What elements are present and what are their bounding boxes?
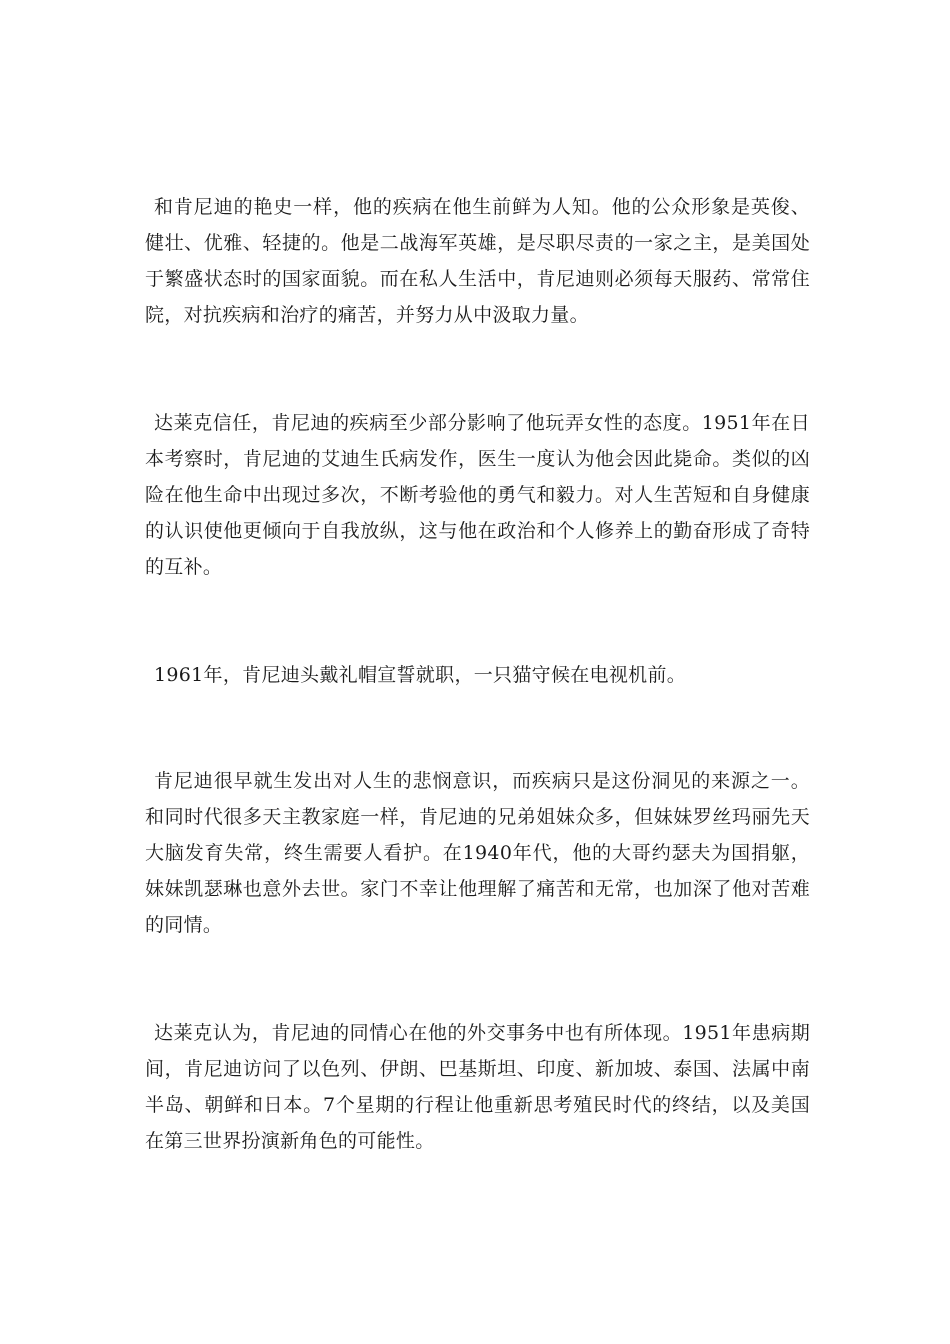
paragraph-4: 肯尼迪很早就生发出对人生的悲悯意识，而疾病只是这份洞见的来源之一。和同时代很多天主教家庭一样，肯尼迪的兄弟姐妹众多，但妹妹罗丝玛丽先天大脑发育失常，终生需要人看护。在1940年代，他的大哥约瑟夫为国捐躯，妹妹凯瑟琳也意外去世。家门不幸让他理解了痛苦和无常，也加深了他对苦难的同情。: [145, 770, 810, 936]
paragraph-2: 达莱克信任，肯尼迪的疾病至少部分影响了他玩弄女性的态度。1951年在日本考察时，肯尼迪的艾迪生氏病发作，医生一度认为他会因此毙命。类似的凶险在他生命中出现过多次，不断考验他的勇气和毅力。对人生苦短和自身健康的认识使他更倾向于自我放纵，这与他在政治和个人修养上的勤奋形成了奇特的互补。: [145, 412, 810, 578]
paragraph-1: 和肯尼迪的艳史一样，他的疾病在他生前鲜为人知。他的公众形象是英俊、健壮、优雅、轻捷的。他是二战海军英雄，是尽职尽责的一家之主，是美国处于繁盛状态时的国家面貌。而在私人生活中，肯尼迪则必须每天服药、常常住院，对抗疾病和治疗的痛苦，并努力从中汲取力量。: [145, 196, 810, 326]
paragraph-5: 达莱克认为，肯尼迪的同情心在他的外交事务中也有所体现。1951年患病期间，肯尼迪访问了以色列、伊朗、巴基斯坦、印度、新加坡、泰国、法属中南半岛、朝鲜和日本。7个星期的行程让他重新思考殖民时代的终结，以及美国在第三世界扮演新角色的可能性。: [145, 1022, 810, 1152]
paragraph-3: 1961年，肯尼迪头戴礼帽宣誓就职，一只猫守候在电视机前。: [154, 664, 687, 686]
